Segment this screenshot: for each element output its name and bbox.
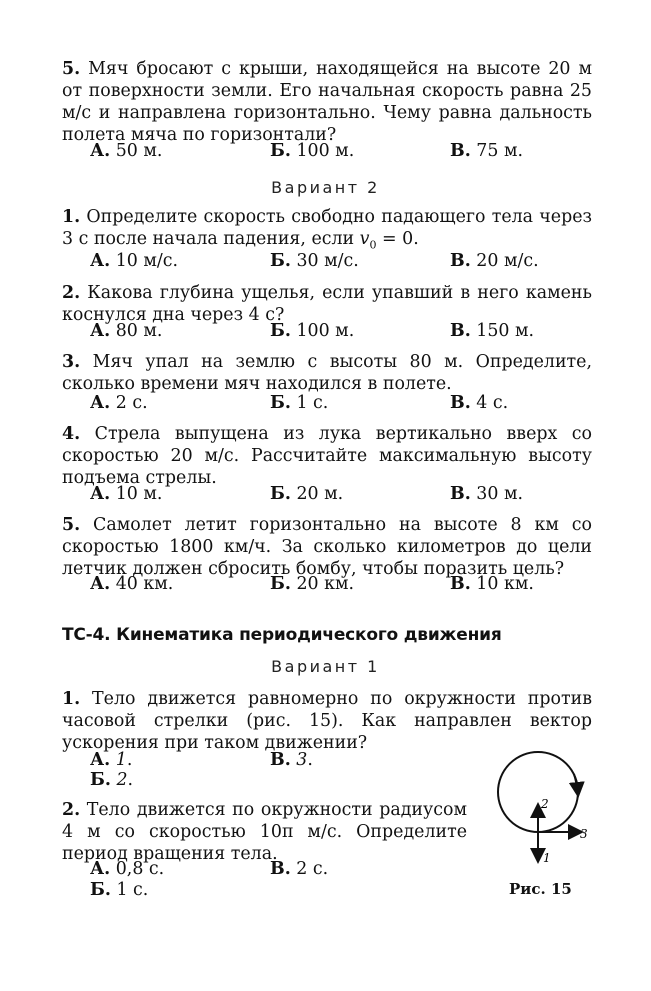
answer-b: Б. 100 м. xyxy=(270,141,355,161)
answer-b: Б. 20 км. xyxy=(270,574,355,594)
answer-b: Б. 100 м. xyxy=(270,321,355,341)
task-text: Мяч бросают с крыши, находящейся на высоте 20 м от поверхности земли. Его начальная скорость равна 25 м/с и направлена горизонтально. Чему равна дальность полета мяча по горизонтали? xyxy=(62,59,592,145)
answer-a: А. 80 м. xyxy=(90,321,163,341)
answer-c: В. 150 м. xyxy=(450,321,535,341)
v2-task-5: 5. Самолет летит горизонтально на высоте 8 км со скоростью 1800 км/ч. За сколько километров до цели летчик должен сбросить бомбу, чтобы поразить цель? xyxy=(62,515,592,579)
v2-task-4: 4. Стрела выпущена из лука вертикально вверх со скоростью 20 м/с. Рассчитайте максимальную высоту подъема стрелы. xyxy=(62,424,592,488)
answer-a: А. 10 м. xyxy=(90,484,163,504)
task-prev-5 xyxy=(62,58,592,146)
answer-c: В. 4 с. xyxy=(450,393,509,413)
answer-b: Б. 30 м/с. xyxy=(270,251,359,271)
v2-task-1: 1. Определите скорость свободно падающего тела через 3 с после начала падения, если $v_0 = 0$. xyxy=(62,207,592,252)
section-title: ТС-4. Кинематика периодического движения xyxy=(62,625,502,645)
v1-task-1: 1. Тело движется равномерно по окружности против часовой стрелки (рис. 15). Как направлен вектор ускорения при таком движении? xyxy=(62,689,592,753)
v2-task-2: 2. Какова глубина ущелья, если упавший в него камень коснулся дна через 4 с? xyxy=(62,283,592,325)
answer-a: А. 50 м. xyxy=(90,141,163,161)
task-number: 5. xyxy=(62,59,81,79)
answer-a: А. 1. xyxy=(90,750,133,770)
answer-a: А. 10 м/с. xyxy=(90,251,179,271)
answer-b: Б. 2. xyxy=(90,770,134,790)
answer-c: В. 2 с. xyxy=(270,859,329,879)
label-3: 3 xyxy=(580,827,588,841)
answer-c: В. 30 м. xyxy=(450,484,524,504)
label-1: 1 xyxy=(543,851,551,865)
answer-c: В. 75 м. xyxy=(450,141,524,161)
answer-c: В. 10 км. xyxy=(450,574,534,594)
answer-b: Б. 20 м. xyxy=(270,484,344,504)
answer-b: Б. 1 с. xyxy=(90,880,149,900)
variant-2-title: Вариант 2 xyxy=(271,178,380,197)
label-2: 2 xyxy=(541,797,549,811)
figure-caption: Рис. 15 xyxy=(509,880,572,898)
answer-c: В. 20 м/с. xyxy=(450,251,539,271)
answer-b: Б. 1 с. xyxy=(270,393,329,413)
answer-a: А. 40 км. xyxy=(90,574,174,594)
variant-1-title: Вариант 1 xyxy=(271,657,380,676)
answer-c: В. 3. xyxy=(270,750,313,770)
v1-task-2: 2. Тело движется по окружности радиусом 4 м со скоростью 10π м/с. Определите период вращения тела. xyxy=(62,800,467,864)
v2-task-3: 3. Мяч упал на землю с высоты 80 м. Определите, сколько времени мяч находился в полете. xyxy=(62,352,592,394)
answer-a: А. 0,8 с. xyxy=(90,859,165,879)
answer-a: А. 2 с. xyxy=(90,393,148,413)
circle-motion-figure xyxy=(486,748,596,888)
